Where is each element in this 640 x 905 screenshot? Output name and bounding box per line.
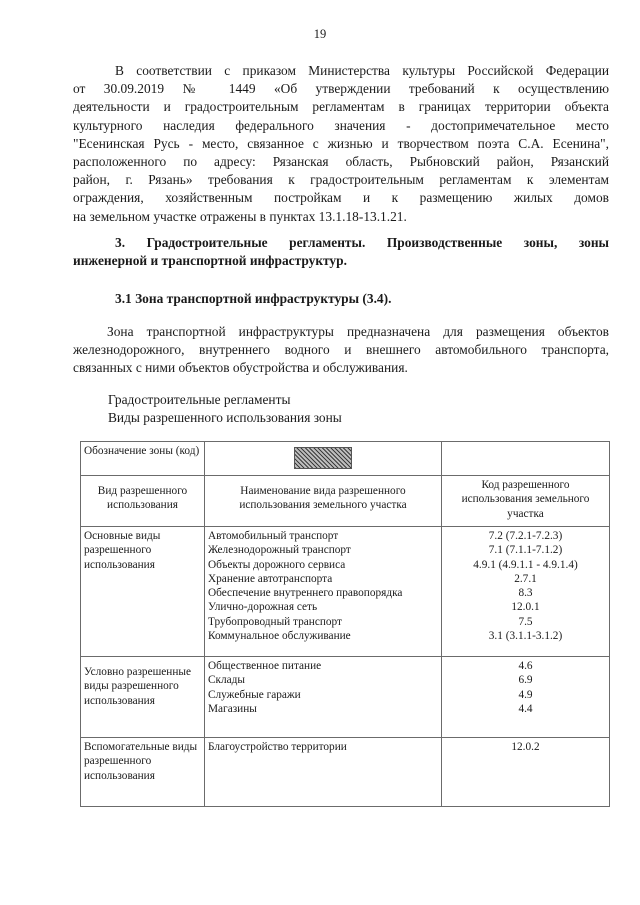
group-codes-main <box>442 527 610 657</box>
text-line: на земельном участке отражены в пунктах 13.1.18-13.1.21. <box>73 208 407 224</box>
text-line: В соответствии с приказом Министерства культуры Российской Федерации <box>115 63 609 78</box>
use-name: Коммунальное обслуживание <box>208 630 351 643</box>
use-name: Склады <box>208 674 246 687</box>
use-name: Магазины <box>208 702 257 715</box>
text-line: "Есенинская Русь - место, связанное с жизнью и творчеством поэта С.А. Есенина", <box>73 135 609 151</box>
use-name: Объекты дорожного сервиса <box>208 558 346 571</box>
use-name: Благоустройство территории <box>208 741 347 753</box>
table-row <box>81 442 610 476</box>
use-name: Общественное питание <box>208 660 322 672</box>
use-code: 8.3 <box>518 587 533 600</box>
caption-regulations: Градостроительные регламенты <box>108 392 291 407</box>
use-name: Автомобильный транспорт <box>208 530 339 542</box>
use-name: Хранение автотранспорта <box>208 572 333 585</box>
intro-paragraph <box>73 62 609 226</box>
header-kind: Вид разрешенного использования <box>81 476 205 527</box>
use-code: 12.0.2 <box>511 741 540 753</box>
text-line: железнодорожного, внутреннего водного и внешнего автомобильного транспорта, <box>73 342 609 358</box>
text-line: культурного наследия федерального значения - достопримечательное место <box>73 117 609 133</box>
heading-line: инженерной и транспортной инфраструктур. <box>73 253 347 269</box>
group-names-main <box>205 527 442 657</box>
use-name: Железнодорожный транспорт <box>208 544 351 557</box>
text-line: от 30.09.2019 № 1449 «Об утверждении требований к осуществлению <box>73 81 609 97</box>
group-kind-auxiliary: Вспомогательные виды разрешенного использования <box>81 738 205 807</box>
zone-label-cell: Обозначение зоны (код) <box>81 442 205 476</box>
use-name: Улично-дорожная сеть <box>208 601 318 614</box>
use-code: 3.1 (3.1.1-3.1.2) <box>488 630 563 643</box>
table-row <box>81 476 610 527</box>
text-line: связанных с ними объектов обустройства и обслуживания. <box>73 360 408 376</box>
header-name: Наименование вида разрешенного использования земельного участка <box>205 476 442 527</box>
use-name: Трубопроводный транспорт <box>208 615 342 628</box>
subsection-heading: 3.1 Зона транспортной инфраструктуры (3.4). <box>115 291 392 306</box>
use-code: 7.2 (7.2.1-7.2.3) <box>488 530 563 542</box>
empty-cell <box>442 442 610 476</box>
group-codes-conditional <box>442 657 610 738</box>
use-code: 7.1 (7.1.1-7.1.2) <box>488 544 563 557</box>
purpose-paragraph <box>73 323 609 378</box>
text-line: ограждения, хозяйственным постройкам и к размещению жилых домов <box>73 190 609 206</box>
table-row <box>81 738 610 807</box>
section-heading <box>73 234 609 270</box>
use-name: Обеспечение внутреннего правопорядка <box>208 587 403 600</box>
group-kind-conditional: Условно разрешенные виды разрешенного использования <box>81 657 205 738</box>
table-row <box>81 527 610 657</box>
use-code: 12.0.1 <box>511 601 540 614</box>
text-line: деятельности и градостроительным регламентам в границах территории объекта <box>73 99 609 115</box>
page-number: 19 <box>313 27 327 41</box>
redacted-stamp <box>294 447 352 469</box>
use-code: 2.7.1 <box>514 572 537 585</box>
group-kind-main: Основные виды разрешенного использования <box>81 527 205 657</box>
use-code: 4.6 <box>518 660 533 672</box>
text-line: Зона транспортной инфраструктуры предназначена для размещения объектов <box>107 324 609 339</box>
zone-code-cell <box>205 442 442 476</box>
use-name: Служебные гаражи <box>208 688 301 701</box>
text-line: район, г. Рязань» требования к градостроительным регламентам к элементам <box>73 172 609 188</box>
use-code: 4.9 <box>518 688 533 701</box>
header-code: Код разрешенного использования земельного участка <box>442 476 610 527</box>
group-names-conditional <box>205 657 442 738</box>
use-code: 4.9.1 (4.9.1.1 - 4.9.1.4) <box>473 558 578 571</box>
permitted-uses-table <box>80 441 610 807</box>
use-code: 7.5 <box>518 615 533 628</box>
caption-permitted-uses: Виды разрешенного использования зоны <box>108 410 342 425</box>
use-code: 6.9 <box>518 674 533 687</box>
group-names-auxiliary <box>205 738 442 807</box>
group-codes-auxiliary <box>442 738 610 807</box>
use-code: 4.4 <box>518 702 533 715</box>
text-line: расположенного по адресу: Рязанская область, Рыбновский район, Рязанский <box>73 154 609 170</box>
heading-line: 3. Градостроительные регламенты. Производственные зоны, зоны <box>115 235 609 250</box>
table-row <box>81 657 610 738</box>
